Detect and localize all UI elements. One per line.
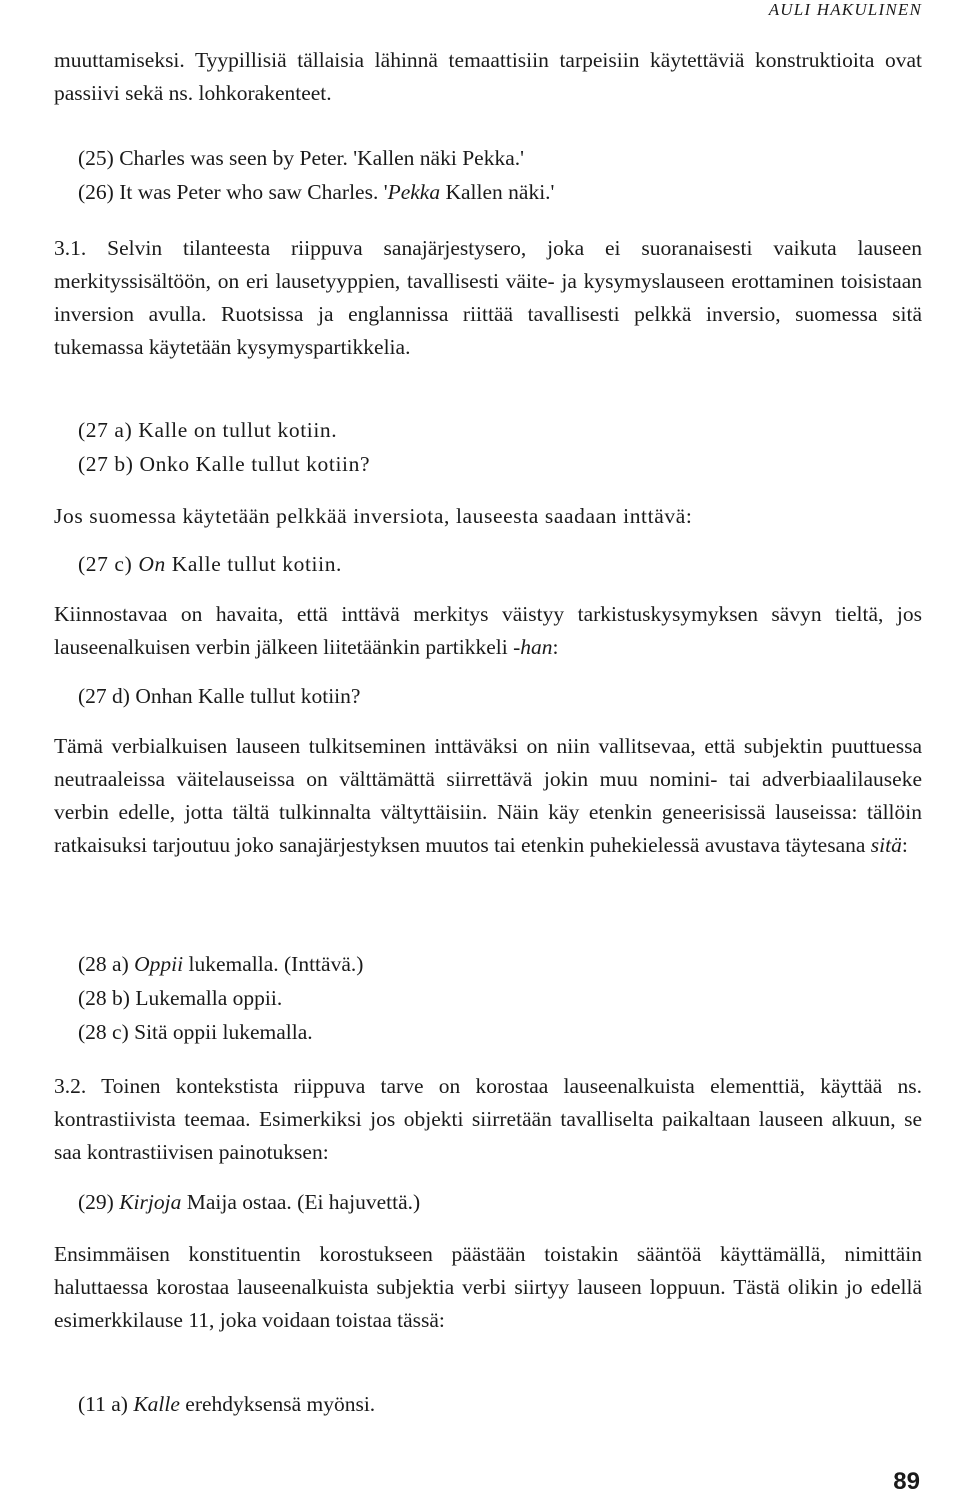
paragraph-section-3-2: 3.2. Toinen kontekstista riippuva tarve on korostaa lauseenalkuista elementtiä, käyttää ns. kontrastiivista teemaa. Esimerkiksi jos objekti siirretään tavalliselta paikaltaan lauseen alkuun, se saa kontrastiivisen painotuksen:: [54, 1074, 922, 1164]
paragraph-4: Kiinnostavaa on havaita, että inttävä merkitys väistyy tarkistuskysymyksen sävyn tieltä, jos lauseenalkuisen verbin jälkeen liitetäänkin partikkeli -han:: [54, 602, 922, 659]
paragraph-3: Jos suomessa käytetään pelkkää inversiota, lauseesta saadaan inttävä:: [54, 504, 693, 528]
paragraph-1: muuttamiseksi. Tyypillisiä tällaisia lähinnä temaattisiin tarpeisiin käytettäviä konstruktioita ovat passiivi sekä ns. lohkorakenteet.: [54, 48, 922, 105]
example-28b: (28 b) Lukemalla oppii.: [78, 986, 283, 1010]
example-27d: (27 d) Onhan Kalle tullut kotiin?: [78, 684, 361, 708]
example-27a: (27 a) Kalle on tullut kotiin.: [78, 418, 338, 442]
example-25: (25) Charles was seen by Peter. 'Kallen näki Pekka.': [78, 146, 524, 170]
running-head: AULI HAKULINEN: [768, 0, 922, 19]
example-26: (26) It was Peter who saw Charles. 'Pekka Kallen näki.': [78, 180, 555, 204]
paragraph-7: Ensimmäisen konstituentin korostukseen päästään toistakin sääntöä käyttämällä, nimittäin haluttaessa korostaa lauseenalkuista subjektia verbi siirtyy lauseen loppuun. Tästä olikin jo edellä esimerkkilause 11, joka voidaan toistaa tässä:: [54, 1242, 922, 1332]
example-28a: (28 a) Oppii lukemalla. (Inttävä.): [78, 952, 364, 976]
example-27b: (27 b) Onko Kalle tullut kotiin?: [78, 452, 371, 476]
example-28c: (28 c) Sitä oppii lukemalla.: [78, 1020, 313, 1044]
page-number: 89: [893, 1468, 920, 1495]
paragraph-5: Tämä verbialkuisen lauseen tulkitseminen inttäväksi on niin vallitsevaa, että subjektin puuttuessa neutraaleissa väitelauseissa on välttämättä siirrettävä jokin muu nomini- tai adverbiaalilauseke verbin edelle, jotta tältä tulkinnalta vältyttäisiin. Näin käy etenkin geneerisissä lauseissa: tällöin ratkaisuksi tarjoutuu joko sanajärjestyksen muutos tai etenkin puhekielessä avustava täytesana sitä:: [54, 734, 922, 857]
example-27c: (27 c) On Kalle tullut kotiin.: [78, 552, 343, 576]
example-11a: (11 a) Kalle erehdyksensä myönsi.: [78, 1392, 376, 1416]
example-29: (29) Kirjoja Maija ostaa. (Ei hajuvettä.): [78, 1190, 421, 1214]
paragraph-section-3-1: 3.1. Selvin tilanteesta riippuva sanajärjestysero, joka ei suoranaisesti vaikuta lauseen merkityssisältöön, on eri lausetyyppien, tavallisesti väite- ja kysymyslauseen erottaminen toisistaan inversion avulla. Ruotsissa ja englannissa riittää tavallisesti pelkkä inversio, suomessa sitä tukemassa käytetään kysymyspartikkelia.: [54, 236, 922, 359]
